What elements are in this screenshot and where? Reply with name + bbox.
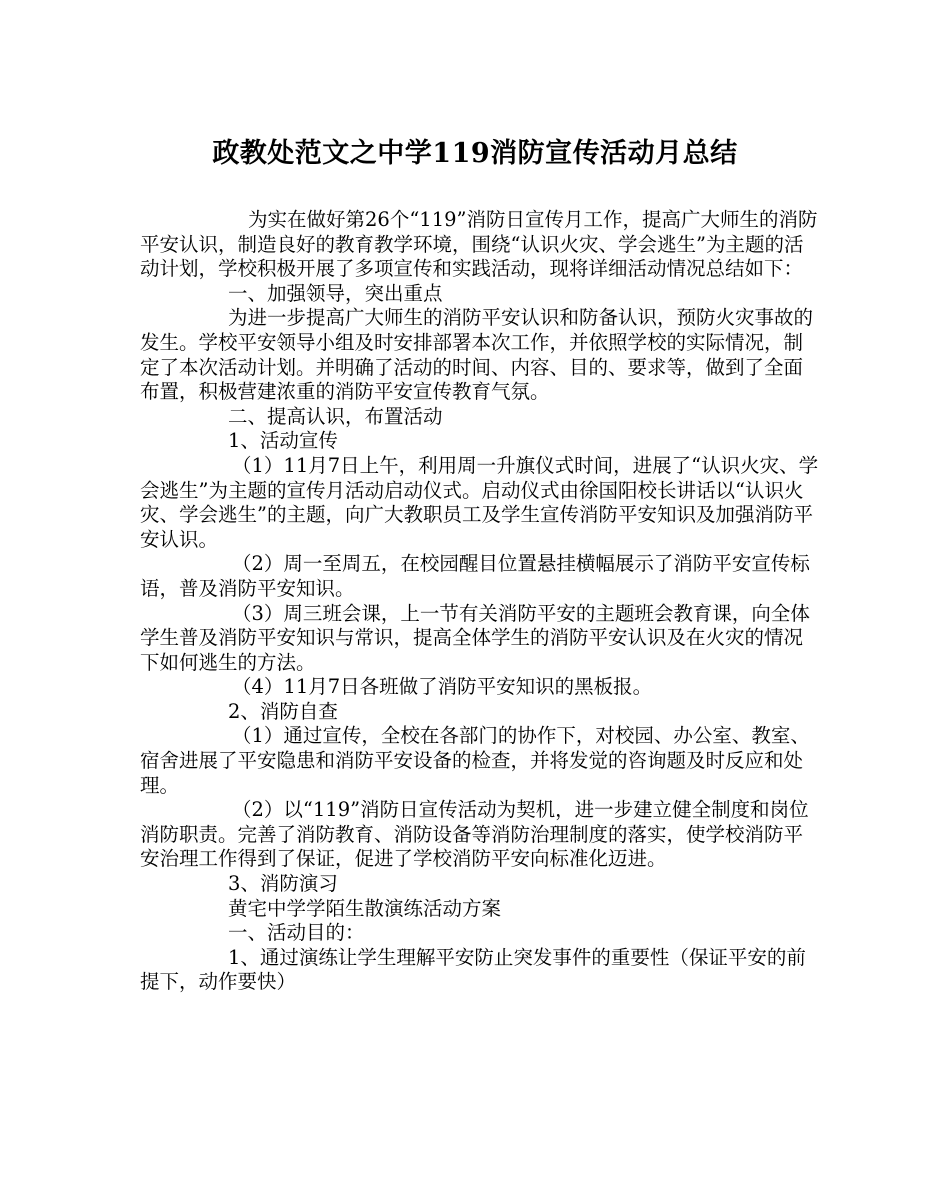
paragraph: 为进一步提高广大师生的消防平安认识和防备认识，预防火灾事故的发生。学校平安领导小组及时安排部署本次工作，并依照学校的实际情况，制定了本次活动计划。并明确了活动的时间、内容、目的、要求等，做到了全面布置，积极营建浓重的消防平安宣传教育气氛。 (140, 306, 814, 404)
plan-section-heading: 一、活动目的： (228, 921, 365, 945)
paragraph: （1）通过宣传，全校在各部门的协作下，对校园、办公室、教室、宿舍进展了平安隐患和消防平安设备的检查，并将发觉的咨询题及时反应和处理。 (140, 724, 810, 797)
subheading: 3、消防演习 (228, 872, 338, 896)
paragraph: （2）以“119”消防日宣传活动为契机，进一步建立健全制度和岗位消防职责。完善了消防教育、消防设备等消防治理制度的落实，使学校消防平安治理工作得到了保证，促进了学校消防平安向标准化迈进。 (140, 798, 809, 871)
document-body (140, 208, 820, 995)
document-title: 政教处范文之中学119消防宣传活动月总结 (212, 138, 738, 169)
paragraph: （2）周一至周五，在校园醒目位置悬挂横幅展示了消防平安宣传标语，普及消防平安知识。 (140, 552, 810, 600)
subheading: 1、活动宣传 (228, 429, 338, 453)
subheading: 2、消防自查 (228, 699, 338, 723)
paragraph: （3）周三班会课，上一节有关消防平安的主题班会教育课，向全体学生普及消防平安知识与常识，提高全体学生的消防平安认识及在火灾的情况下如何逃生的方法。 (140, 601, 810, 674)
paragraph-intro: 为实在做好第26个“119”消防日宣传月工作，提高广大师生的消防平安认识，制造良好的教育教学环境，围绕“认识火灾、学会逃生”为主题的活动计划，学校积极开展了多项宣传和实践活动，现将详细活动情况总结如下： (140, 208, 818, 281)
plan-title: 黄宅中学学陌生散演练活动方案 (228, 896, 502, 920)
paragraph: （1）11月7日上午，利用周一升旗仪式时间，进展了“认识火灾、学会逃生”为主题的宣传月活动启动仪式。启动仪式由徐国阳校长讲话以“认识火灾、学会逃生”的主题，向广大教职员工及学生宣传消防平安知识及加强消防平安认识。 (140, 453, 819, 551)
paragraph: 1、通过演练让学生理解平安防止突发事件的重要性（保证平安的前提下，动作要快） (140, 945, 806, 994)
section-heading-2: 二、提高认识，布置活动 (228, 404, 443, 428)
paragraph: （4）11月7日各班做了消防平安知识的黑板报。 (232, 675, 653, 699)
section-heading-1: 一、加强领导，突出重点 (228, 281, 443, 305)
